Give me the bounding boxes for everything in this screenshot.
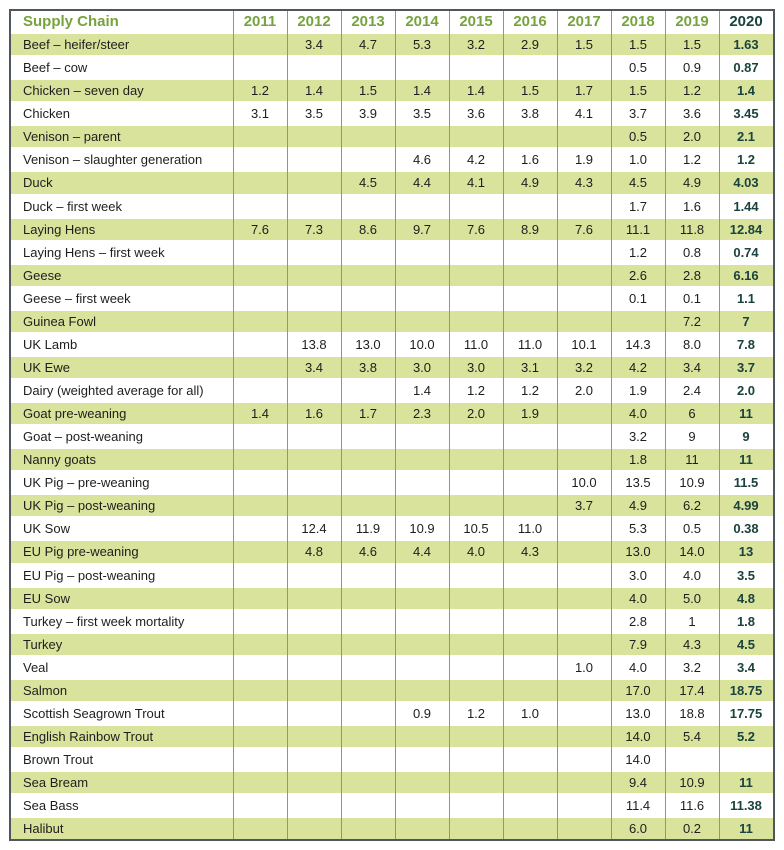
- cell-2018: 1.0: [628, 152, 648, 168]
- cell-2018: 9.4: [628, 775, 648, 791]
- cell-2020: 3.45: [733, 106, 759, 122]
- cell-2019: 8.0: [682, 336, 702, 352]
- cell-2018: 2.6: [628, 267, 648, 283]
- cell-2020: 1.44: [733, 198, 759, 214]
- cell-2014: 1.4: [412, 83, 432, 99]
- table-row: [11, 657, 773, 678]
- cell-2016: 4.9: [520, 175, 540, 191]
- cell-2012: 3.5: [304, 106, 324, 122]
- cell-2020: 0.87: [733, 60, 759, 76]
- cell-2015: 7.6: [466, 221, 486, 237]
- cell-2014: 10.0: [409, 336, 435, 352]
- cell-2019: 11.6: [679, 798, 705, 814]
- cell-2020: 4.03: [733, 175, 759, 191]
- cell-2017: 3.7: [574, 498, 594, 514]
- cell-2020: 7.8: [736, 336, 756, 352]
- cell-2020: 3.7: [736, 359, 756, 375]
- cell-2017: 1.0: [574, 659, 594, 675]
- cell-2019: 11: [685, 452, 699, 468]
- cell-2013: 11.9: [355, 521, 381, 537]
- cell-2018: 14.0: [625, 728, 651, 744]
- cell-2016: 1.2: [520, 383, 540, 399]
- cell-2019: 3.2: [682, 659, 702, 675]
- row-label: English Rainbow Trout: [23, 728, 154, 744]
- cell-2013: 1.7: [358, 406, 378, 422]
- cell-2017: 7.6: [574, 221, 594, 237]
- row-label: Venison – parent: [23, 129, 121, 145]
- row-label: Chicken: [23, 106, 70, 122]
- table-row: [11, 80, 773, 101]
- cell-2019: 3.4: [682, 359, 702, 375]
- row-label: Beef – cow: [23, 60, 88, 76]
- table-row: [11, 565, 773, 586]
- cell-2019: 0.5: [682, 521, 702, 537]
- cell-2015: 3.6: [466, 106, 486, 122]
- cell-2019: 6.2: [682, 498, 702, 514]
- cell-2015: 2.0: [466, 406, 486, 422]
- table-row: [11, 818, 773, 839]
- table-row: [11, 518, 773, 539]
- cell-2018: 11.1: [625, 221, 651, 237]
- cell-2016: 2.9: [520, 37, 540, 53]
- cell-2019: 4.0: [682, 567, 702, 583]
- cell-2014: 3.0: [412, 359, 432, 375]
- cell-2020: 3.4: [736, 659, 756, 675]
- row-label: Dairy (weighted average for all): [23, 383, 204, 399]
- cell-2017: 10.1: [571, 336, 597, 352]
- table-row: [11, 311, 773, 332]
- cell-2015: 1.4: [466, 83, 486, 99]
- cell-2018: 6.0: [628, 821, 648, 837]
- cell-2012: 3.4: [304, 359, 324, 375]
- row-label: Guinea Fowl: [23, 313, 96, 329]
- row-label: Geese: [23, 267, 62, 283]
- cell-2012: 1.6: [304, 406, 324, 422]
- cell-2018: 4.0: [628, 406, 648, 422]
- header-year-2014: 2014: [405, 13, 439, 31]
- table-row: [11, 726, 773, 747]
- row-label: Halibut: [23, 821, 64, 837]
- cell-2020: 1.1: [736, 290, 756, 306]
- cell-2020: 18.75: [729, 682, 763, 698]
- cell-2019: 5.0: [682, 590, 702, 606]
- cell-2020: 1.8: [736, 613, 756, 629]
- cell-2019: 1.6: [682, 198, 702, 214]
- cell-2013: 4.5: [358, 175, 378, 191]
- cell-2019: 0.1: [682, 290, 702, 306]
- table-row: [11, 265, 773, 286]
- cell-2019: 14.0: [679, 544, 705, 560]
- table-row: [11, 680, 773, 701]
- cell-2019: 1: [688, 613, 696, 629]
- cell-2014: 4.4: [412, 175, 432, 191]
- cell-2020: 4.5: [736, 636, 756, 652]
- cell-2018: 5.3: [628, 521, 648, 537]
- row-label: Venison – slaughter generation: [23, 152, 203, 168]
- cell-2018: 11.4: [625, 798, 651, 814]
- header-year-2018: 2018: [621, 13, 655, 31]
- cell-2020: 11: [739, 821, 753, 837]
- cell-2017: 4.3: [574, 175, 594, 191]
- cell-2019: 7.2: [682, 313, 702, 329]
- cell-2014: 4.4: [412, 544, 432, 560]
- cell-2011: 3.1: [250, 106, 270, 122]
- cell-2018: 13.0: [625, 705, 651, 721]
- cell-2020: 2.1: [736, 129, 756, 145]
- cell-2016: 8.9: [520, 221, 540, 237]
- cell-2020: 2.0: [736, 383, 756, 399]
- cell-2018: 1.9: [628, 383, 648, 399]
- cell-2014: 5.3: [412, 37, 432, 53]
- cell-2016: 1.6: [520, 152, 540, 168]
- cell-2020: 11: [739, 452, 753, 468]
- header-year-2017: 2017: [567, 13, 601, 31]
- header-year-2011: 2011: [243, 13, 277, 31]
- cell-2013: 8.6: [358, 221, 378, 237]
- row-label: Turkey: [23, 636, 63, 652]
- cell-2017: 2.0: [574, 383, 594, 399]
- cell-2018: 2.8: [628, 613, 648, 629]
- cell-2016: 3.8: [520, 106, 540, 122]
- cell-2018: 4.2: [628, 359, 648, 375]
- cell-2016: 11.0: [517, 336, 543, 352]
- cell-2019: 5.4: [682, 728, 702, 744]
- cell-2019: 10.9: [679, 475, 705, 491]
- cell-2019: 0.8: [682, 244, 702, 260]
- table-row: [11, 380, 773, 401]
- table-row: [11, 288, 773, 309]
- cell-2020: 4.8: [736, 590, 756, 606]
- cell-2020: 12.84: [729, 221, 763, 237]
- cell-2013: 3.8: [358, 359, 378, 375]
- cell-2016: 1.9: [520, 406, 540, 422]
- cell-2020: 13: [738, 544, 754, 560]
- cell-2020: 11.38: [730, 798, 762, 814]
- table-row: [11, 611, 773, 632]
- cell-2015: 3.0: [466, 359, 486, 375]
- cell-2011: 1.2: [250, 83, 270, 99]
- table-row: [11, 34, 773, 55]
- cell-2019: 0.9: [682, 60, 702, 76]
- cell-2014: 0.9: [412, 705, 432, 721]
- cell-2020: 1.63: [733, 37, 759, 53]
- cell-2017: 3.2: [574, 359, 594, 375]
- cell-2018: 4.5: [628, 175, 648, 191]
- cell-2012: 12.4: [301, 521, 327, 537]
- cell-2012: 7.3: [304, 221, 324, 237]
- cell-2016: 1.5: [520, 83, 540, 99]
- cell-2018: 0.5: [628, 129, 648, 145]
- table-row: [11, 541, 773, 562]
- row-label: Nanny goats: [23, 452, 96, 468]
- cell-2018: 3.7: [628, 106, 648, 122]
- cell-2016: 1.0: [520, 705, 540, 721]
- cell-2016: 11.0: [517, 521, 543, 537]
- table-row: [11, 772, 773, 793]
- cell-2014: 10.9: [409, 521, 435, 537]
- cell-2017: 10.0: [571, 475, 597, 491]
- cell-2019: 11.8: [679, 221, 705, 237]
- cell-2012: 3.4: [304, 37, 324, 53]
- cell-2018: 14.0: [625, 752, 651, 768]
- row-label: Laying Hens – first week: [23, 244, 165, 260]
- cell-2019: 6: [688, 406, 696, 422]
- cell-2019: 10.9: [679, 775, 705, 791]
- cell-2016: 3.1: [520, 359, 540, 375]
- row-label: EU Pig – post-weaning: [23, 567, 156, 583]
- cell-2014: 2.3: [412, 406, 432, 422]
- header-supply-chain-label: Supply Chain: [23, 13, 119, 31]
- cell-2020: 9: [742, 429, 750, 445]
- table-header-row: [11, 11, 773, 32]
- table-row: [11, 334, 773, 355]
- row-label: Beef – heifer/steer: [23, 37, 130, 53]
- row-label: Sea Bass: [23, 798, 79, 814]
- cell-2018: 13.5: [625, 475, 651, 491]
- cell-2019: 2.8: [682, 267, 702, 283]
- row-label: Sea Bream: [23, 775, 89, 791]
- cell-2018: 1.2: [628, 244, 648, 260]
- row-label: Geese – first week: [23, 290, 131, 306]
- row-label: Goat pre-weaning: [23, 406, 127, 422]
- cell-2014: 3.5: [412, 106, 432, 122]
- cell-2018: 3.0: [628, 567, 648, 583]
- table-row: [11, 103, 773, 124]
- table-row: [11, 126, 773, 147]
- cell-2013: 4.6: [358, 544, 378, 560]
- cell-2018: 14.3: [625, 336, 651, 352]
- cell-2020: 0.74: [733, 244, 759, 260]
- cell-2015: 11.0: [463, 336, 489, 352]
- table-row: [11, 242, 773, 263]
- cell-2014: 1.4: [412, 383, 432, 399]
- cell-2013: 3.9: [358, 106, 378, 122]
- cell-2012: 4.8: [304, 544, 324, 560]
- table-rows: [11, 11, 773, 839]
- table-row: [11, 588, 773, 609]
- row-label: UK Lamb: [23, 336, 78, 352]
- cell-2018: 13.0: [625, 544, 651, 560]
- row-label: UK Ewe: [23, 359, 70, 375]
- cell-2015: 4.1: [466, 175, 486, 191]
- cell-2013: 1.5: [358, 83, 378, 99]
- cell-2020: 5.2: [736, 728, 756, 744]
- cell-2020: 7: [742, 313, 750, 329]
- cell-2018: 1.5: [628, 37, 648, 53]
- cell-2019: 17.4: [679, 682, 705, 698]
- cell-2013: 4.7: [358, 37, 378, 53]
- row-label: Duck: [23, 175, 53, 191]
- cell-2018: 0.5: [628, 60, 648, 76]
- cell-2017: 1.7: [574, 83, 594, 99]
- cell-2018: 3.2: [628, 429, 648, 445]
- table-row: [11, 495, 773, 516]
- table-row: [11, 634, 773, 655]
- row-label: Chicken – seven day: [23, 83, 144, 99]
- header-year-2019: 2019: [675, 13, 709, 31]
- table-row: [11, 57, 773, 78]
- row-label: Duck – first week: [23, 198, 122, 214]
- cell-2020: 3.5: [736, 567, 756, 583]
- cell-2019: 4.3: [682, 636, 702, 652]
- cell-2016: 4.3: [520, 544, 540, 560]
- table-row: [11, 172, 773, 193]
- cell-2015: 10.5: [463, 521, 489, 537]
- row-label: Turkey – first week mortality: [23, 613, 185, 629]
- row-label: Scottish Seagrown Trout: [23, 705, 165, 721]
- cell-2019: 2.0: [682, 129, 702, 145]
- header-year-2016: 2016: [513, 13, 547, 31]
- table-row: [11, 703, 773, 724]
- header-year-2020: 2020: [729, 13, 763, 31]
- cell-2018: 4.9: [628, 498, 648, 514]
- cell-2015: 4.2: [466, 152, 486, 168]
- cell-2020: 0.38: [733, 521, 759, 537]
- cell-2020: 4.99: [733, 498, 759, 514]
- cell-2017: 1.9: [574, 152, 594, 168]
- cell-2011: 1.4: [250, 406, 270, 422]
- row-label: Goat – post-weaning: [23, 429, 143, 445]
- cell-2011: 7.6: [250, 221, 270, 237]
- table-row: [11, 403, 773, 424]
- cell-2020: 1.4: [736, 83, 756, 99]
- table-row: [11, 196, 773, 217]
- cell-2012: 13.8: [301, 336, 327, 352]
- table-row: [11, 357, 773, 378]
- cell-2019: 2.4: [682, 383, 702, 399]
- cell-2017: 1.5: [574, 37, 594, 53]
- cell-2014: 4.6: [412, 152, 432, 168]
- cell-2018: 1.7: [628, 198, 648, 214]
- row-label: Brown Trout: [23, 752, 94, 768]
- cell-2018: 4.0: [628, 590, 648, 606]
- cell-2019: 9: [688, 429, 696, 445]
- cell-2020: 6.16: [733, 267, 759, 283]
- row-label: Salmon: [23, 682, 68, 698]
- row-label: UK Sow: [23, 521, 70, 537]
- cell-2015: 1.2: [466, 383, 486, 399]
- cell-2017: 4.1: [574, 106, 594, 122]
- header-year-2013: 2013: [351, 13, 385, 31]
- cell-2015: 1.2: [466, 705, 486, 721]
- row-label: EU Sow: [23, 590, 70, 606]
- cell-2018: 17.0: [625, 682, 651, 698]
- row-label: UK Pig – pre-weaning: [23, 475, 150, 491]
- table-row: [11, 449, 773, 470]
- cell-2020: 11: [739, 406, 753, 422]
- cell-2018: 1.5: [628, 83, 648, 99]
- cell-2020: 17.75: [729, 705, 763, 721]
- cell-2019: 1.5: [682, 37, 702, 53]
- cell-2019: 1.2: [682, 152, 702, 168]
- table-row: [11, 472, 773, 493]
- cell-2019: 18.8: [679, 705, 705, 721]
- cell-2019: 4.9: [682, 175, 702, 191]
- supply-chain-table: [9, 9, 775, 841]
- row-label: Veal: [23, 659, 49, 675]
- table-row: [11, 149, 773, 170]
- cell-2014: 9.7: [412, 221, 432, 237]
- cell-2012: 1.4: [304, 83, 324, 99]
- header-year-2015: 2015: [459, 13, 493, 31]
- row-label: EU Pig pre-weaning: [23, 544, 139, 560]
- cell-2018: 7.9: [628, 636, 648, 652]
- header-year-2012: 2012: [297, 13, 331, 31]
- cell-2015: 3.2: [466, 37, 486, 53]
- table-row: [11, 426, 773, 447]
- cell-2020: 11.5: [733, 475, 759, 491]
- cell-2018: 1.8: [628, 452, 648, 468]
- table-row: [11, 795, 773, 816]
- cell-2019: 3.6: [682, 106, 702, 122]
- cell-2019: 0.2: [682, 821, 702, 837]
- cell-2018: 0.1: [628, 290, 648, 306]
- table-row: [11, 749, 773, 770]
- cell-2018: 4.0: [628, 659, 648, 675]
- row-label: Laying Hens: [23, 221, 96, 237]
- cell-2020: 11: [739, 775, 753, 791]
- cell-2015: 4.0: [466, 544, 486, 560]
- table-row: [11, 219, 773, 240]
- cell-2020: 1.2: [736, 152, 756, 168]
- cell-2019: 1.2: [682, 83, 702, 99]
- cell-2013: 13.0: [355, 336, 381, 352]
- row-label: UK Pig – post-weaning: [23, 498, 156, 514]
